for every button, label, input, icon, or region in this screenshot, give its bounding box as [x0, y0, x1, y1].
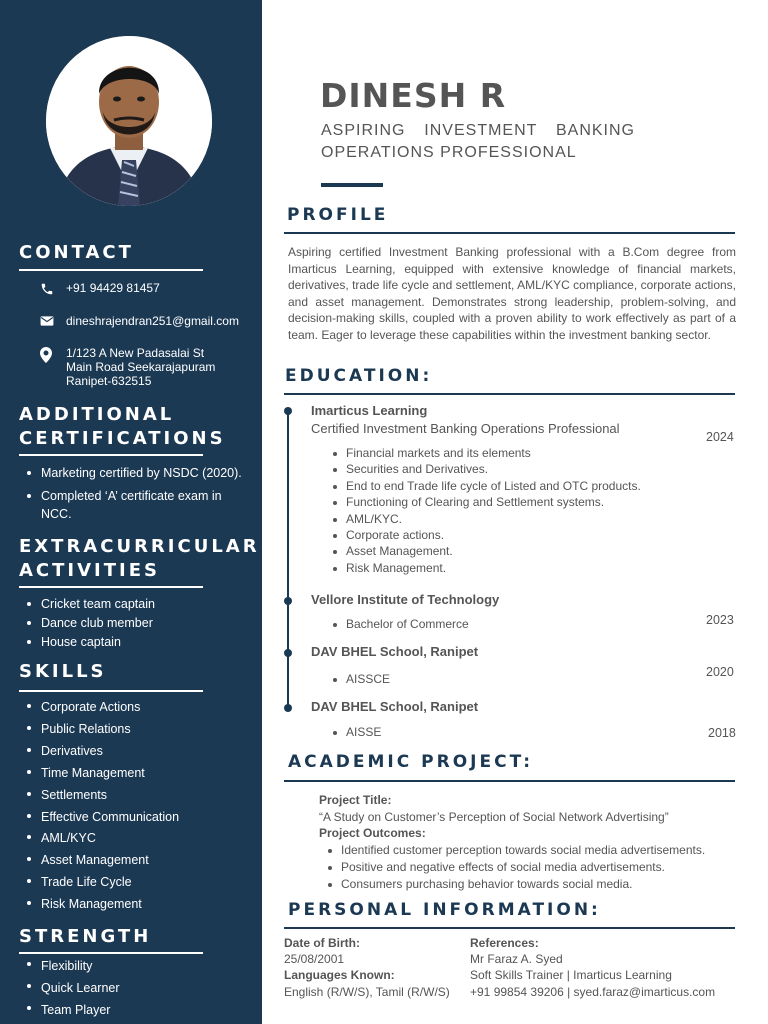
- education-program: Certified Investment Banking Operations Professional: [311, 421, 620, 436]
- project-title-label: Project Title:: [319, 793, 392, 807]
- list-item: AISSCE: [331, 671, 390, 687]
- languages-value: English (R/W/S), Tamil (R/W/S): [284, 985, 450, 999]
- list-item: Public Relations: [19, 719, 255, 741]
- list-item: Marketing certified by NSDC (2020).: [19, 464, 255, 482]
- project-divider: [284, 780, 735, 782]
- reference-role: Soft Skills Trainer | Imarticus Learning: [470, 968, 672, 982]
- list-item: AML/KYC: [19, 828, 255, 850]
- reference-name: Mr Faraz A. Syed: [470, 952, 563, 966]
- candidate-name: DINESH R: [320, 76, 507, 115]
- portrait-image: [46, 36, 212, 206]
- profile-heading: PROFILE: [287, 205, 389, 225]
- skills-heading: SKILLS: [19, 661, 107, 682]
- list-item: Risk Management.: [331, 560, 641, 576]
- skills-list: [19, 697, 255, 916]
- list-item: Corporate Actions: [19, 697, 255, 719]
- list-item: Functioning of Clearing and Settlement systems.: [331, 494, 641, 510]
- timeline-dot: [284, 704, 292, 712]
- profile-photo: [46, 36, 212, 206]
- list-item: Trade Life Cycle: [19, 872, 255, 894]
- project-outcomes-list: [326, 842, 705, 892]
- personal-info-heading: PERSONAL INFORMATION:: [288, 900, 601, 920]
- education-topics-list: [331, 445, 641, 576]
- list-item: Asset Management: [19, 850, 255, 872]
- education-heading: EDUCATION:: [285, 366, 433, 386]
- reference-contact[interactable]: +91 99854 39206 | syed.faraz@imarticus.com: [470, 985, 716, 999]
- address-line-1: 1/123 A New Padasalai St: [66, 346, 205, 360]
- list-item: Flexibility: [19, 955, 255, 977]
- list-item: Corporate actions.: [331, 527, 641, 543]
- extracurricular-heading-line-2: ACTIVITIES: [19, 560, 160, 581]
- strength-heading: STRENGTH: [19, 926, 152, 947]
- education-year: 2018: [708, 726, 736, 740]
- extracurricular-heading-line-1: EXTRACURRICULAR: [19, 536, 260, 557]
- list-item: Completed ‘A’ certificate exam in NCC.: [19, 487, 255, 523]
- list-item: Bachelor of Commerce: [331, 616, 469, 632]
- title-accent-bar: [321, 183, 383, 187]
- education-year: 2024: [706, 430, 734, 444]
- certifications-list: [19, 464, 255, 523]
- timeline-dot: [284, 407, 292, 415]
- profile-summary: Aspiring certified Investment Banking professional with a B.Com degree from Imarticus Learning, equipped with extensive knowledge of financial markets, derivatives, trade life cycle and settlement, AML/KYC compliance, corporate actions, and asset management. Demonstrates strong leadership, problem-solving, and decision-making skills, coupled with a proven ability to work effectively as part of a team. Eager to leverage these capabilities within the investment banking sector.: [288, 245, 736, 342]
- list-item: Team Player: [19, 999, 255, 1021]
- education-year: 2023: [706, 613, 734, 627]
- location-pin-icon: [40, 347, 56, 363]
- list-item: Consumers purchasing behavior towards social media.: [326, 876, 705, 893]
- strength-divider: [19, 952, 203, 954]
- education-degree-list: [331, 616, 469, 632]
- profile-divider: [284, 232, 735, 234]
- email-address[interactable]: dineshrajendran251@gmail.com: [66, 314, 239, 328]
- certifications-heading-line-1: ADDITIONAL: [19, 404, 175, 425]
- education-year: 2020: [706, 665, 734, 679]
- sidebar: [0, 0, 262, 1024]
- address-line-2: Main Road Seekarajapuram: [66, 360, 216, 374]
- personal-info-divider: [284, 927, 735, 929]
- list-item: End to end Trade life cycle of Listed and OTC products.: [331, 478, 641, 494]
- education-degree-list: [331, 724, 381, 740]
- address-line-3: Ranipet-632515: [66, 374, 152, 388]
- timeline-dot: [284, 597, 292, 605]
- references-label: References:: [470, 936, 539, 950]
- candidate-title: ASPIRING INVESTMENT BANKING OPERATIONS PROFESSIONAL: [321, 122, 635, 161]
- list-item: Quick Learner: [19, 977, 255, 999]
- strength-list: [19, 955, 255, 1021]
- skills-divider: [19, 690, 203, 692]
- list-item: AML/KYC.: [331, 511, 641, 527]
- certifications-divider: [19, 454, 203, 456]
- certifications-heading-line-2: CERTIFICATIONS: [19, 428, 226, 449]
- education-timeline: [287, 410, 289, 708]
- education-institution: Vellore Institute of Technology: [311, 592, 500, 607]
- timeline-dot: [284, 649, 292, 657]
- list-item: Derivatives: [19, 741, 255, 763]
- mail-icon: [40, 315, 56, 331]
- project-heading: ACADEMIC PROJECT:: [288, 752, 534, 772]
- list-item: Financial markets and its elements: [331, 445, 641, 461]
- list-item: Asset Management.: [331, 543, 641, 559]
- extracurricular-list: [19, 595, 255, 652]
- dob-label: Date of Birth:: [284, 936, 360, 950]
- education-institution: Imarticus Learning: [311, 403, 428, 418]
- phone-icon: [40, 282, 56, 298]
- list-item: Cricket team captain: [19, 595, 255, 614]
- project-outcomes-label: Project Outcomes:: [319, 826, 426, 840]
- list-item: Time Management: [19, 763, 255, 785]
- contact-heading: CONTACT: [19, 242, 134, 263]
- list-item: Dance club member: [19, 614, 255, 633]
- list-item: Identified customer perception towards social media advertisements.: [326, 842, 705, 859]
- education-divider: [284, 393, 735, 395]
- dob-value: 25/08/2001: [284, 952, 345, 966]
- project-title: “A Study on Customer’s Perception of Social Network Advertising”: [319, 810, 669, 824]
- education-degree-list: [331, 671, 390, 687]
- phone-number[interactable]: +91 94429 81457: [66, 281, 160, 295]
- list-item: Effective Communication: [19, 807, 255, 829]
- extracurricular-divider: [19, 586, 203, 588]
- list-item: Settlements: [19, 785, 255, 807]
- education-institution: DAV BHEL School, Ranipet: [311, 644, 479, 659]
- education-institution: DAV BHEL School, Ranipet: [311, 699, 479, 714]
- list-item: AISSE: [331, 724, 381, 740]
- languages-label: Languages Known:: [284, 968, 395, 982]
- list-item: Positive and negative effects of social media advertisements.: [326, 859, 705, 876]
- contact-divider: [19, 269, 203, 271]
- list-item: Securities and Derivatives.: [331, 461, 641, 477]
- list-item: Risk Management: [19, 894, 255, 916]
- list-item: House captain: [19, 633, 255, 652]
